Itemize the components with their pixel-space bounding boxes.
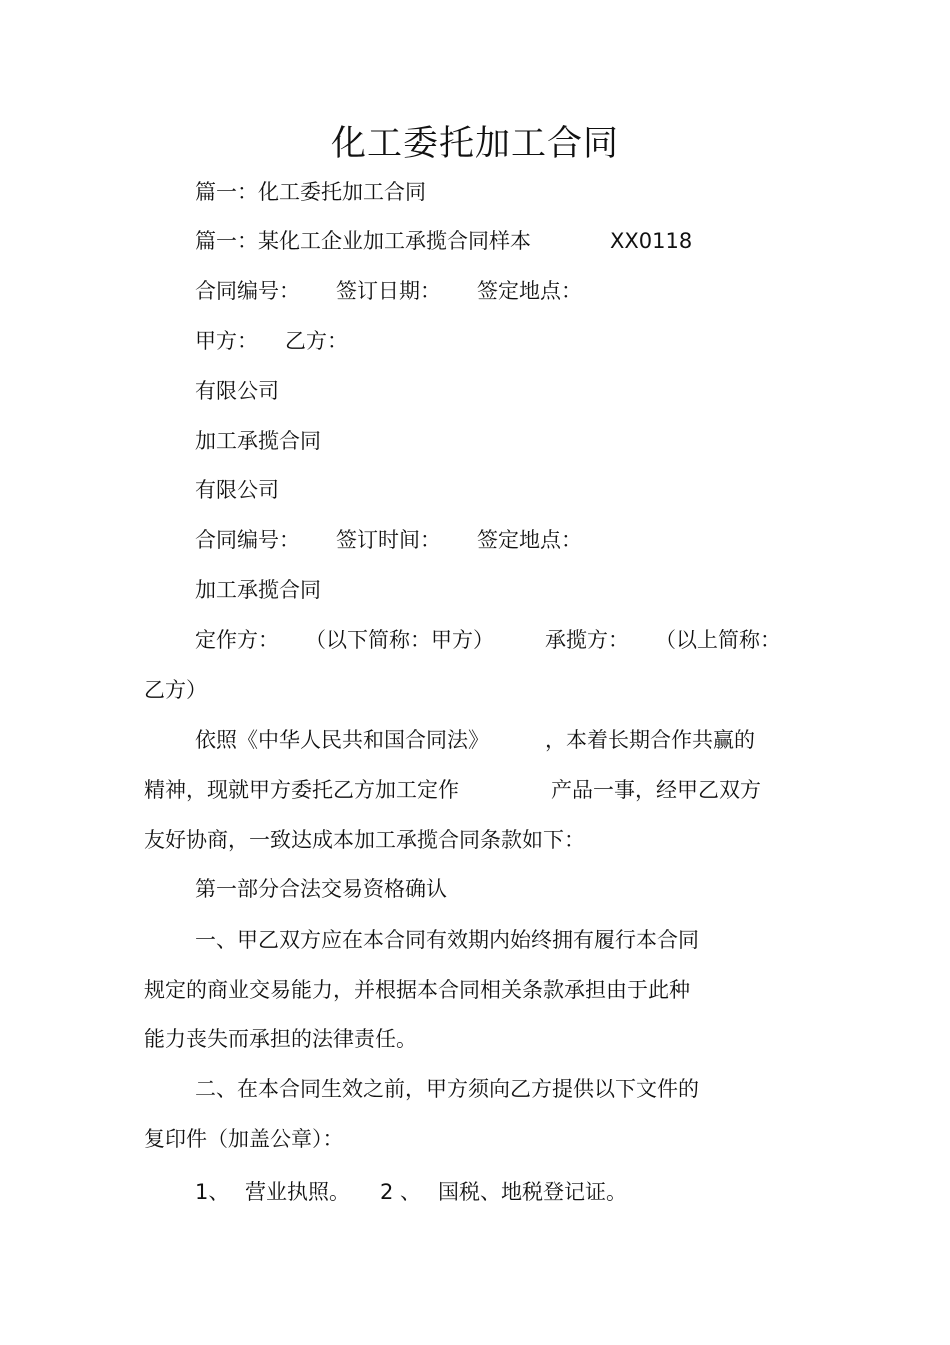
paragraph-line: 友好协商，一致达成本加工承揽合同条款如下： — [144, 828, 585, 852]
document-title: 化工委托加工合同 — [330, 124, 619, 164]
contract-heading-line: 加工承揽合同 — [195, 578, 321, 602]
paragraph-line: 精神，现就甲方委托乙方加工定作 — [144, 778, 459, 802]
company-line: 有限公司 — [195, 478, 279, 502]
sample-title-text: 篇一：某化工企业加工承揽合同样本 — [195, 229, 531, 253]
signing-place-label: 签定地点： — [477, 528, 582, 552]
contractor-abbreviation: （以上简称： — [655, 628, 781, 652]
contract-number-label: 合同编号： — [195, 279, 300, 303]
paragraph-line: 复印件（加盖公章）： — [144, 1127, 344, 1151]
contractor-label: 承揽方： — [545, 628, 629, 652]
signing-time-label: 签订时间： — [336, 528, 441, 552]
customer-abbreviation: （以下简称：甲方） — [305, 628, 494, 652]
paragraph-line: 一、甲乙双方应在本合同有效期内始终拥有履行本合同 — [195, 928, 699, 952]
contract-number-label: 合同编号： — [195, 528, 300, 552]
party-b-label: 乙方： — [285, 329, 348, 353]
list-item-text: 营业执照。 — [245, 1180, 350, 1204]
paragraph-line: 依照《中华人民共和国合同法》 — [195, 728, 489, 752]
paragraph-line: ，本着长期合作共赢的 — [545, 728, 755, 752]
party-a-label: 甲方： — [195, 329, 258, 353]
customer-label: 定作方： — [195, 628, 279, 652]
paragraph-line: 规定的商业交易能力，并根据本合同相关条款承担由于此种 — [144, 978, 690, 1002]
sample-code-text: XX0118 — [610, 229, 693, 253]
paragraph-line: 二、在本合同生效之前，甲方须向乙方提供以下文件的 — [195, 1077, 699, 1101]
company-line: 有限公司 — [195, 379, 279, 403]
signing-date-label: 签订日期： — [336, 279, 441, 303]
contract-heading-line: 加工承揽合同 — [195, 429, 321, 453]
list-item-text: 国税、地税登记证。 — [438, 1180, 627, 1204]
paragraph-line: 产品一事，经甲乙双方 — [551, 778, 761, 802]
signing-place-label: 签定地点： — [477, 279, 582, 303]
list-number: 1、 — [195, 1180, 230, 1204]
paragraph-line: 乙方） — [144, 678, 207, 702]
subtitle-line: 篇一：化工委托加工合同 — [195, 180, 426, 204]
section-heading: 第一部分合法交易资格确认 — [195, 877, 447, 901]
paragraph-line: 能力丧失而承担的法律责任。 — [144, 1027, 417, 1051]
list-number: 2 、 — [380, 1180, 422, 1204]
